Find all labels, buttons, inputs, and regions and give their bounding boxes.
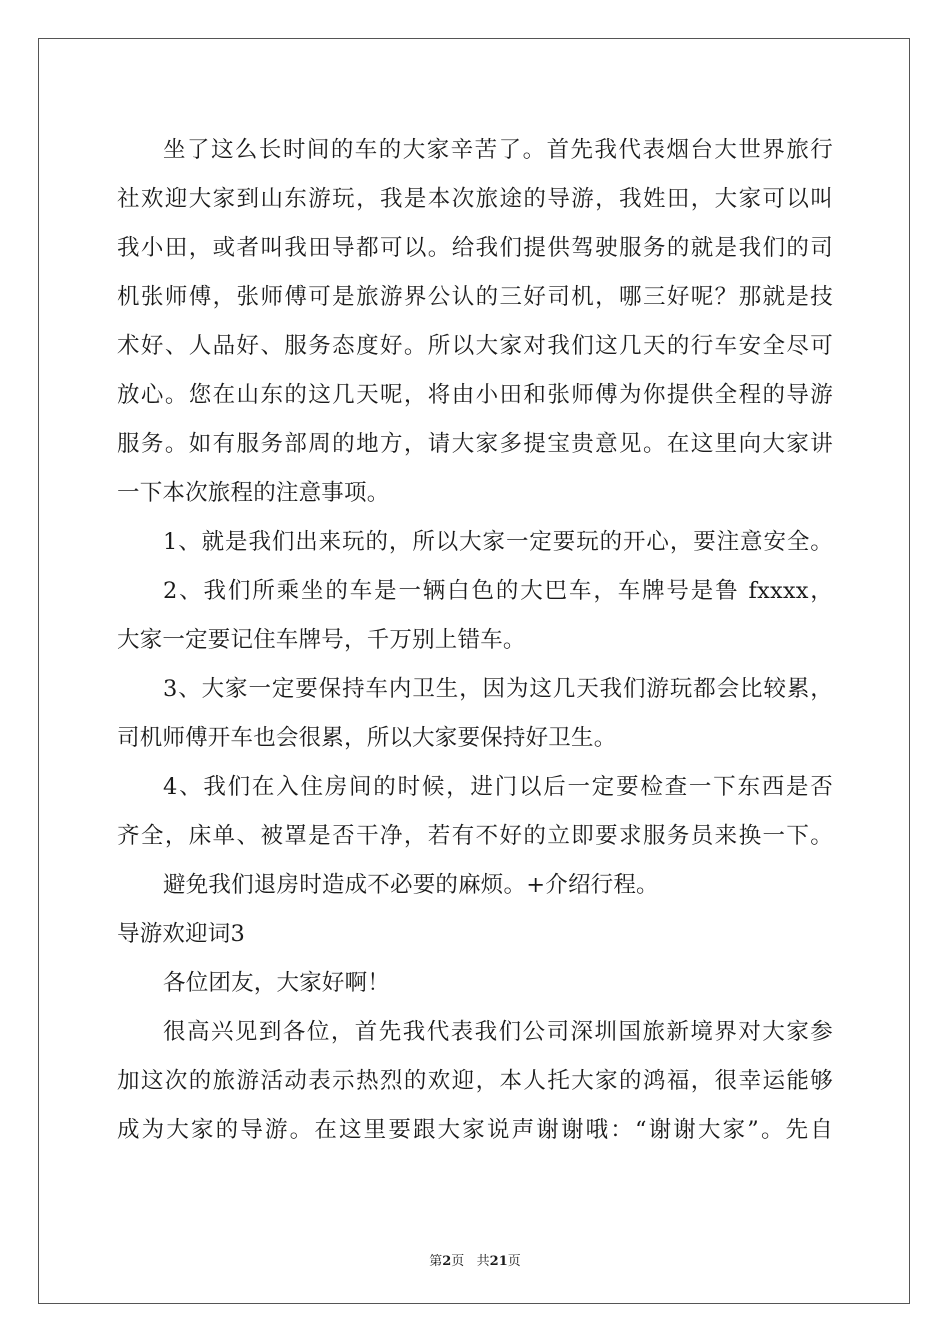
footer-suffix: 页 [507, 1254, 521, 1269]
footer-middle: 页 共 [451, 1254, 490, 1269]
text-line: 一下本次旅程的注意事项。 [117, 480, 390, 506]
text-line: 2、我们所乘坐的车是一辆白色的大巴车，车牌号是鲁 fxxxx， [163, 578, 833, 604]
text-line: 坐了这么长时间的车的大家辛苦了。首先我代表烟台大世界旅行 [163, 137, 833, 163]
text-line: 避免我们退房时造成不必要的麻烦。+介绍行程。 [163, 872, 659, 898]
text-line: 很高兴见到各位，首先我代表我们公司深圳国旅新境界对大家参 [163, 1019, 833, 1045]
text-line: 4、我们在入住房间的时候，进门以后一定要检查一下东西是否 [163, 774, 833, 800]
text-line: 成为大家的导游。在这里要跟大家说声谢谢哦：“谢谢大家”。先自 [117, 1117, 833, 1143]
text-line: 3、大家一定要保持车内卫生，因为这几天我们游玩都会比较累， [163, 676, 833, 702]
text-line: 1、就是我们出来玩的，所以大家一定要玩的开心，要注意安全。 [163, 529, 833, 555]
text-line: 各位团友，大家好啊！ [163, 970, 391, 996]
total-page-count: 21 [489, 1254, 508, 1269]
text-line: 术好、人品好、服务态度好。所以大家对我们这几天的行车安全尽可 [117, 333, 833, 359]
document-body [117, 126, 833, 1155]
text-line: 机张师傅，张师傅可是旅游界公认的三好司机，哪三好呢？那就是技 [117, 284, 833, 310]
text-line: 齐全，床单、被罩是否干净，若有不好的立即要求服务员来换一下。 [117, 823, 833, 849]
text-line: 放心。您在山东的这几天呢，将由小田和张师傅为你提供全程的导游 [117, 382, 833, 408]
text-line: 服务。如有服务部周的地方，请大家多提宝贵意见。在这里向大家讲 [117, 431, 833, 457]
text-line: 大家一定要记住车牌号，千万别上错车。 [117, 627, 526, 653]
text-line: 加这次的旅游活动表示热烈的欢迎，本人托大家的鸿福，很幸运能够 [117, 1068, 833, 1094]
page-footer [0, 1250, 950, 1269]
current-page-number: 2 [442, 1254, 452, 1269]
footer-prefix: 第 [429, 1254, 443, 1269]
text-line: 我小田，或者叫我田导都可以。给我们提供驾驶服务的就是我们的司 [117, 235, 833, 261]
text-line: 社欢迎大家到山东游玩，我是本次旅途的导游，我姓田，大家可以叫 [117, 186, 833, 212]
text-line: 导游欢迎词3 [117, 921, 246, 947]
text-line: 司机师傅开车也会很累，所以大家要保持好卫生。 [117, 725, 617, 751]
